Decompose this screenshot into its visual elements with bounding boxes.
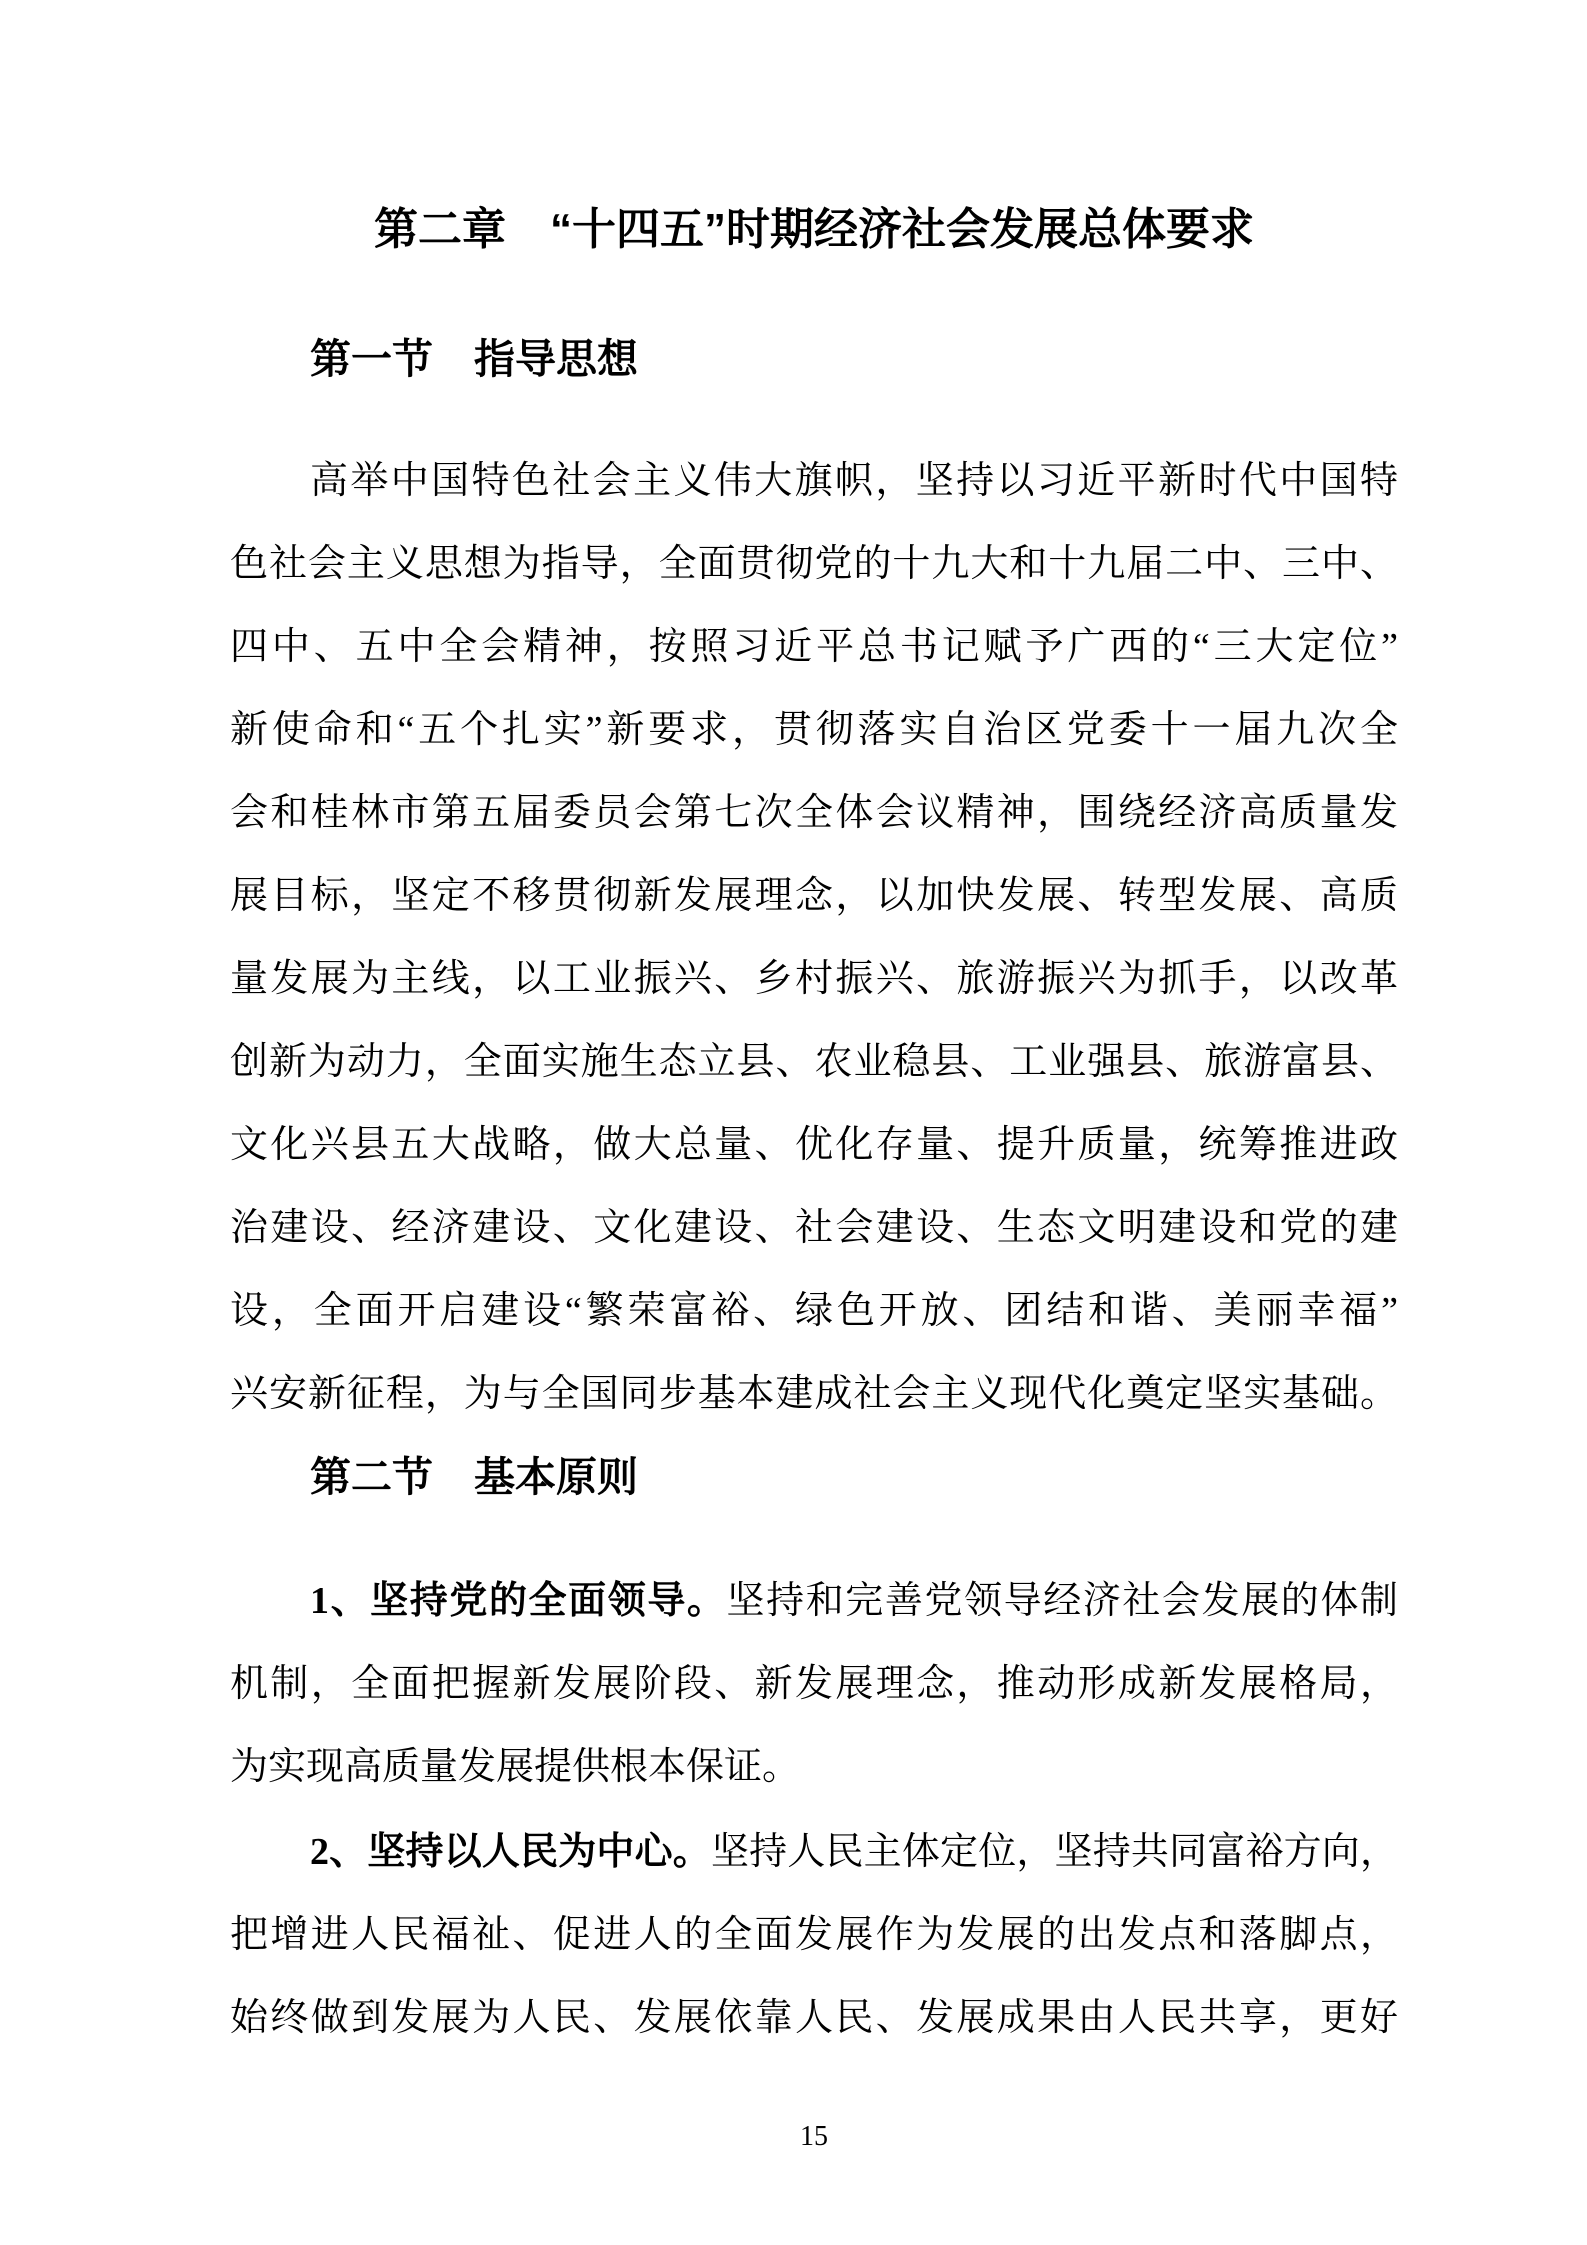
- item-1-line-1: 坚持和完善党领导经济社会发展的体制: [726, 1580, 1398, 1622]
- paragraph-line: 文化兴县五大战略，做大总量、优化存量、提升质量，统筹推进政: [230, 1124, 1398, 1166]
- principle-item-2: [230, 1811, 1398, 2060]
- paragraph-line: 设，全面开启建设“繁荣富裕、绿色开放、团结和谐、美丽幸福”: [230, 1290, 1398, 1332]
- paragraph-line: 四中、五中全会精神，按照习近平总书记赋予广西的“三大定位”: [230, 626, 1398, 668]
- item-2-lead: 2、坚持以人民为中心。: [310, 1831, 711, 1873]
- paragraph-line: 展目标，坚定不移贯彻新发展理念，以加快发展、转型发展、高质: [230, 875, 1398, 917]
- paragraph-line: 兴安新征程，为与全国同步基本建成社会主义现代化奠定坚实基础。: [230, 1373, 1398, 1415]
- paragraph-line: 治建设、经济建设、文化建设、社会建设、生态文明建设和党的建: [230, 1207, 1398, 1249]
- item-2-line-1: 坚持人民主体定位，坚持共同富裕方向，: [710, 1831, 1398, 1873]
- paragraph-line: 始终做到发展为人民、发展依靠人民、发展成果由人民共享，更好: [230, 1997, 1398, 2039]
- page-number: 15: [800, 2121, 828, 2152]
- paragraph-line: [230, 1560, 1398, 1643]
- paragraph-line: [230, 1811, 1398, 1894]
- paragraph-line: 创新为动力，全面实施生态立县、农业稳县、工业强县、旅游富县、: [230, 1041, 1398, 1083]
- section-1-paragraph: [230, 440, 1398, 1436]
- paragraph-line: 量发展为主线，以工业振兴、乡村振兴、旅游振兴为抓手，以改革: [230, 958, 1398, 1000]
- paragraph-line: 为实现高质量发展提供根本保证。: [230, 1746, 801, 1788]
- section-1-heading: 第一节 指导思想: [310, 336, 638, 382]
- paragraph-line: 把增进人民福祉、促进人的全面发展作为发展的出发点和落脚点，: [230, 1914, 1398, 1956]
- section-2-heading: 第二节 基本原则: [310, 1454, 638, 1500]
- chapter-title: 第二章 “十四五”时期经济社会发展总体要求: [374, 205, 1254, 254]
- paragraph-line: 机制，全面把握新发展阶段、新发展理念，推动形成新发展格局，: [230, 1663, 1398, 1705]
- item-1-lead: 1、坚持党的全面领导。: [310, 1580, 727, 1622]
- paragraph-line: 色社会主义思想为指导，全面贯彻党的十九大和十九届二中、三中、: [230, 543, 1398, 585]
- paragraph-line: 新使命和“五个扎实”新要求，贯彻落实自治区党委十一届九次全: [230, 709, 1398, 751]
- paragraph-line: 高举中国特色社会主义伟大旗帜，坚持以习近平新时代中国特: [310, 460, 1398, 502]
- principle-item-1: [230, 1560, 1398, 1809]
- paragraph-line: 会和桂林市第五届委员会第七次全体会议精神，围绕经济高质量发: [230, 792, 1398, 834]
